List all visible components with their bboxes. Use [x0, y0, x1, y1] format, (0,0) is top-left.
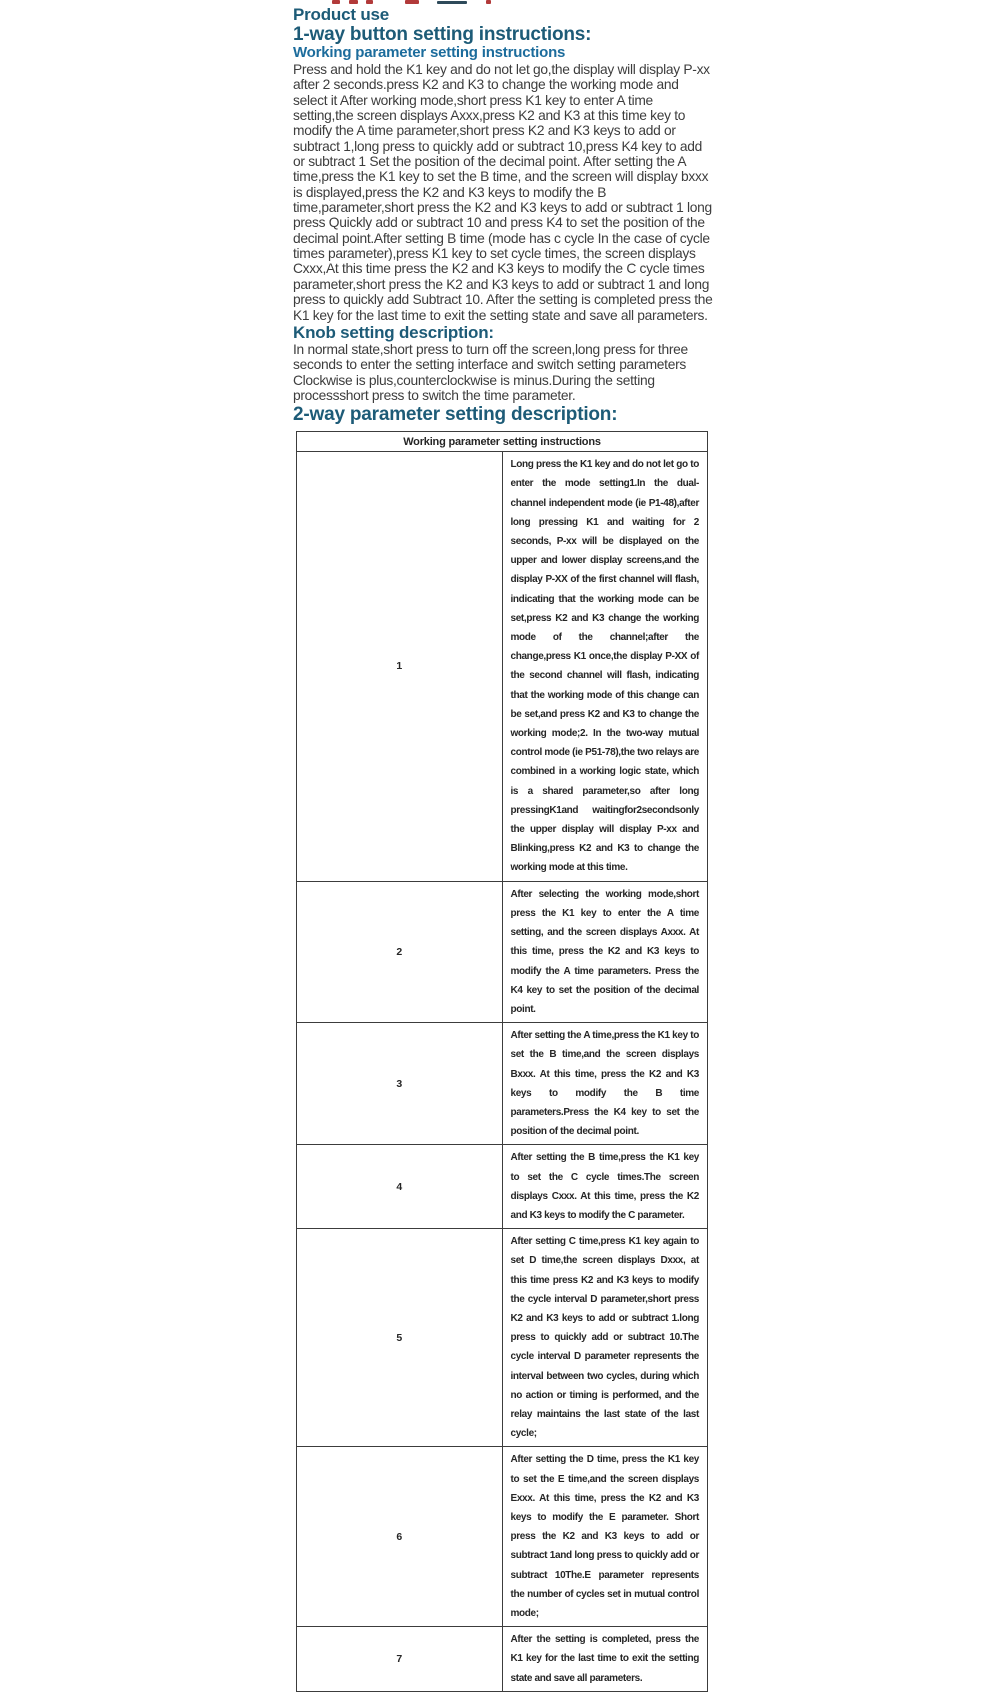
table-row — [297, 1023, 708, 1145]
table-row — [297, 1447, 708, 1627]
document-page — [293, 0, 713, 1692]
heading-knob-setting: Knob setting description: — [293, 322, 494, 342]
instruction-table — [296, 431, 708, 1692]
row-text: After setting the D time, press the K1 key to set the E time,and the screen displays Exxx. At this time, press the K2 and K3 keys to modify the E parameter. Short press the K2 and K3 keys to add or subtract 1and long press to quickly add or subtract 10The.E parameter represents the number of cycles set in mutual control mode; — [502, 1447, 708, 1627]
paragraph-knob-instructions: In normal state,short press to turn off the screen,long press for three seconds to enter the setting interface and switch setting parameters Clockwise is plus,counterclockwise is minus.During the setting processshort press to switch the time parameter. — [293, 341, 688, 403]
row-number: 7 — [297, 1627, 503, 1692]
row-number: 6 — [297, 1447, 503, 1627]
paragraph-button-instructions: Press and hold the K1 key and do not let go,the display will display P-xx after 2 seconds.press K2 and K3 to change the working mode and select it After working mode,short press K1 key to enter A time setting,the screen displays Axxx,press K2 and K3 at this time key to modify the A time parameter,short press K2 and K3 keys to add or subtract 1,long press to quickly add or subtract 10,press K4 key to add or subtract 1 Set the position of the decimal point. After setting the A time,press the K1 key to set the B time, and the screen will display bxxx is displayed,press the K2 and K3 keys to modify the B time,parameter,short press the K2 and K3 keys to add or subtract 1 long press Quickly add or subtract 10 and press K4 to set the position of the decimal point.After setting B time (mode has c cycle In the case of cycle times parameter),press K1 key to set cycle times, the screen displays Cxxx,At this time press the K2 and K3 keys to modify the C cycle times parameter,short press the K2 and K3 keys to add or subtract 1 and long press to quickly add Subtract 10. After the setting is completed press the K1 key for the last time to exit the setting state and save all parameters. — [293, 62, 713, 323]
row-number: 2 — [297, 881, 503, 1022]
table-row — [297, 452, 708, 881]
row-number: 3 — [297, 1023, 503, 1145]
row-text: After selecting the working mode,short press the K1 key to enter the A time setting, and the screen displays Axxx. At this time, press the K2 and K3 keys to modify the A time parameters. Press the K4 key to set the position of the decimal point. — [502, 881, 708, 1022]
row-number: 5 — [297, 1229, 503, 1447]
heading-1way-button-setting: 1-way button setting instructions: — [293, 24, 592, 45]
cropped-red-text-marks — [293, 0, 713, 5]
page-title: Product use — [293, 5, 390, 24]
table-row — [297, 1627, 708, 1692]
table-row — [297, 1229, 708, 1447]
table-header-cell: Working parameter setting instructions — [297, 432, 708, 452]
table-row — [297, 881, 708, 1022]
row-number: 1 — [297, 452, 503, 881]
subheading-working-parameter: Working parameter setting instructions — [293, 44, 566, 61]
table-row — [297, 1145, 708, 1229]
row-text: Long press the K1 key and do not let go to enter the mode setting1.In the dual-channel independent mode (ie P1-48),after long pressing K1 and waiting for 2 seconds, P-xx will be displayed on the upper and lower display screens,and the display P-XX of the first channel will flash, indicating that the working mode can be set,press K2 and K3 change the working mode of the channel;after the change,press K1 once,the display P-XX of the second channel will flash, indicating that the working mode of this change can be set,and press K2 and K3 to change the working mode;2. In the two-way mutual control mode (ie P51-78),the two relays are combined in a working logic state, which is a shared parameter,so after long pressingK1and waitingfor2secondsonly the upper display will display P-xx and Blinking,press K2 and K3 to change the working mode at this time. — [502, 452, 708, 881]
heading-2way-parameter-setting: 2-way parameter setting description: — [293, 404, 618, 426]
row-text: After setting the B time,press the K1 key to set the C cycle times.The screen displays Cxxx. At this time, press the K2 and K3 keys to modify the C parameter. — [502, 1145, 708, 1229]
row-text: After setting C time,press K1 key again to set D time,the screen displays Dxxx, at this time press K2 and K3 keys to modify the cycle interval D parameter,short press K2 and K3 keys to add or subtract 1.long press to quickly add or subtract 10.The cycle interval D parameter represents the interval between two cycles, during which no action or timing is performed, and the relay maintains the last state of the last cycle; — [502, 1229, 708, 1447]
table-header-row — [297, 432, 708, 452]
row-text: After the setting is completed, press the K1 key for the last time to exit the setting state and save all parameters. — [502, 1627, 708, 1692]
row-text: After setting the A time,press the K1 key to set the B time,and the screen displays Bxxx. At this time, press the K2 and K3 keys to modify the B time parameters.Press the K4 key to set the position of the decimal point. — [502, 1023, 708, 1145]
row-number: 4 — [297, 1145, 503, 1229]
